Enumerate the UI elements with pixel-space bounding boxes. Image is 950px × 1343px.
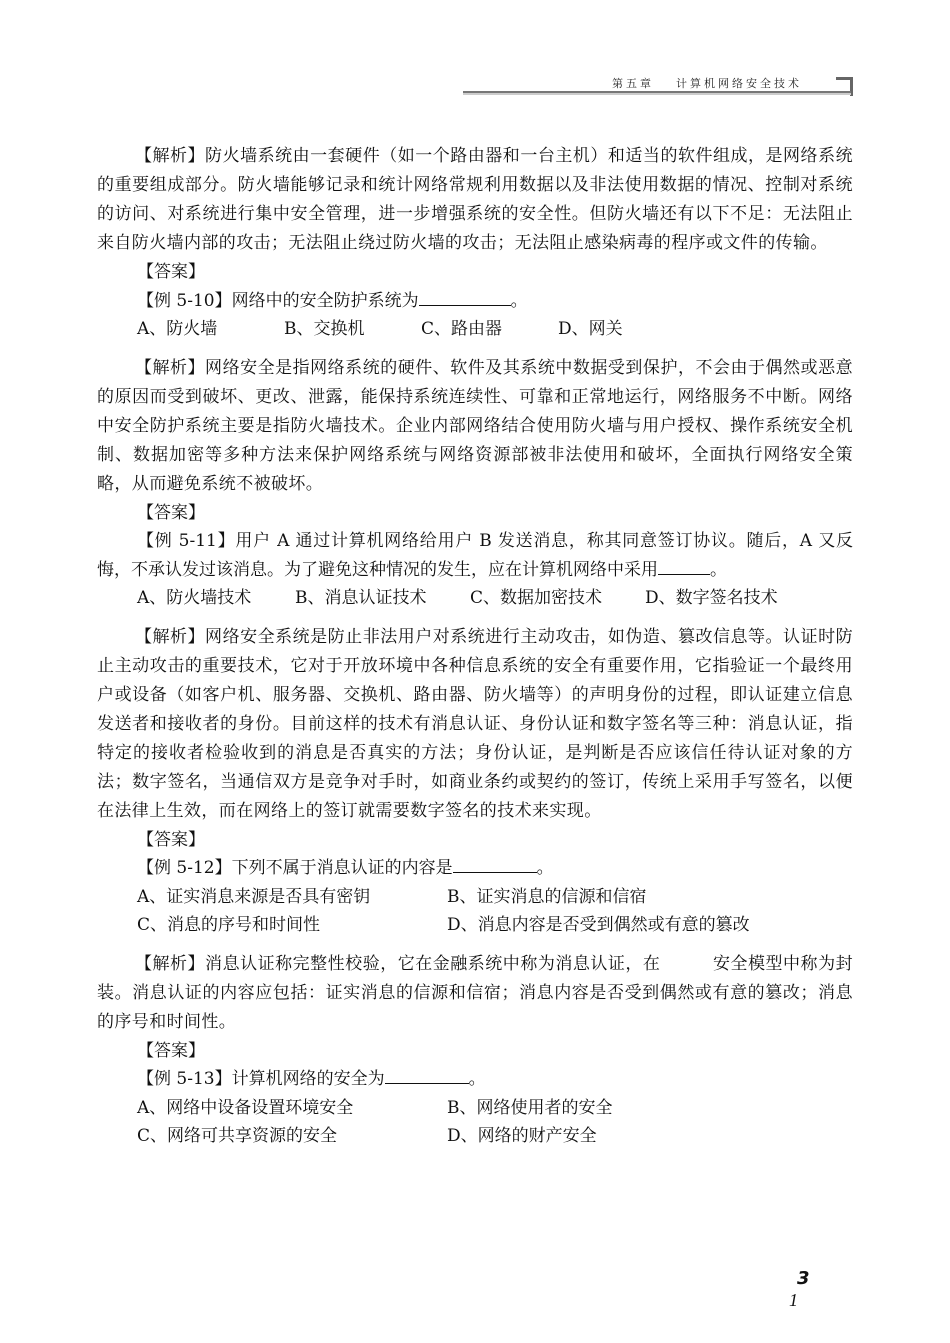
option-a: A、防火墙技术 bbox=[137, 588, 252, 608]
answer-label: 【答案】 bbox=[137, 829, 205, 850]
options-5-11 bbox=[97, 584, 853, 613]
question-5-10: 【例 5-10】网络中的安全防护系统为 。 bbox=[137, 290, 528, 311]
answer-blank bbox=[658, 558, 710, 575]
question-5-12: 【例 5-12】下列不属于消息认证的内容是 。 bbox=[137, 858, 554, 878]
option-d: D、数字签名技术 bbox=[645, 588, 778, 608]
options-5-12-row2 bbox=[97, 911, 853, 940]
option-c: C、网络可共享资源的安全 bbox=[137, 1126, 338, 1146]
option-c: C、数据加密技术 bbox=[470, 588, 603, 608]
answer-label: 【答案】 bbox=[137, 502, 205, 523]
option-d: D、消息内容是否受到偶然或有意的篡改 bbox=[447, 915, 750, 935]
answer-blank bbox=[419, 289, 511, 306]
option-d: D、网络的财产安全 bbox=[447, 1126, 597, 1146]
analysis-paragraph: 【解析】网络安全是指网络系统的硬件、软件及其系统中数据受到保护，不会由于偶然或恶意的原因而受到破坏、更改、泄露，能保持系统连续性、可靠和正常地运行，网络服务不中断。网络中安全防护系统主要是指防火墙技术。企业内部网络结合使用防火墙与用户授权、操作系统安全机制、数据加密等多种方法来保护网络系统与网络资源部被非法使用和破坏，全面执行网络安全策略，从而避免系统不被破坏。 bbox=[97, 357, 853, 494]
options-5-12-row1 bbox=[97, 883, 853, 912]
analysis-paragraph: 【解析】消息认证称完整性校验，它在金融系统中称为消息认证，在 安全模型中称为封装。消息认证的内容应包括：证实消息的信源和信宿；消息内容是否受到偶然或有意的篡改；消息的序号和时间性。 bbox=[97, 953, 853, 1032]
option-a: A、证实消息来源是否具有密钥 bbox=[137, 886, 371, 907]
question-5-11: 【例 5-11】用户 A 通过计算机网络给用户 B 发送消息，称其同意签订协议。随后，A 又反悔，不承认发过该消息。为了避免这种情况的发生，应在计算机网络中采用 。 bbox=[97, 531, 853, 580]
answer-blank bbox=[385, 1067, 469, 1084]
header-rule-shadow bbox=[463, 93, 851, 95]
header-chapter: 第五章 bbox=[612, 77, 654, 90]
option-d: D、网关 bbox=[558, 319, 623, 339]
options-5-13-row2 bbox=[97, 1122, 853, 1151]
option-b: B、交换机 bbox=[284, 319, 365, 339]
analysis-paragraph: 【解析】网络安全系统是防止非法用户对系统进行主动攻击，如伪造、篡改信息等。认证时防止主动攻击的重要技术，它对于开放环境中各种信息系统的安全有重要作用，它指验证一个最终用户或设备（如客户机、服务器、交换机、路由器、防火墙等）的声明身份的过程，即认证建立信息发送者和接收者的身份。目前这样的技术有消息认证、身份认证和数字签名等三种：消息认证，指特定的接收者检验收到的消息是否真实的方法；身份认证，是判断是否应该信任待认证对象的方法；数字签名，当通信双方是竞争对手时，如商业条约或契约的签订，传统上采用手写签名，以便在法律上生效，而在网络上的签订就需要数字签名的技术来实现。 bbox=[97, 626, 853, 821]
option-c: C、路由器 bbox=[421, 319, 503, 339]
page-number-bottom: 1 bbox=[789, 1290, 798, 1310]
option-a: A、防火墙 bbox=[137, 319, 218, 339]
header-title: 计算机网络安全技术 bbox=[676, 77, 802, 90]
page-body bbox=[97, 142, 853, 1151]
analysis-paragraph: 【解析】防火墙系统由一套硬件（如一个路由器和一台主机）和适当的软件组成，是网络系统的重要组成部分。防火墙能够记录和统计网络常规利用数据以及非法使用数据的情况、控制对系统的访问、对系统进行集中安全管理，进一步增强系统的安全性。但防火墙还有以下不足：无法阻止来自防火墙内部的攻击；无法阻止绕过防火墙的攻击；无法阻止感染病毒的程序或文件的传输。 bbox=[97, 146, 853, 253]
option-b: B、证实消息的信源和信宿 bbox=[447, 886, 647, 907]
page-number-top: 3 bbox=[797, 1268, 810, 1289]
option-b: B、消息认证技术 bbox=[295, 588, 427, 608]
option-b: B、网络使用者的安全 bbox=[447, 1097, 613, 1118]
options-5-13-row1 bbox=[97, 1094, 853, 1123]
answer-blank bbox=[453, 856, 537, 873]
option-a: A、网络中设备设置环境安全 bbox=[137, 1097, 354, 1118]
running-header bbox=[612, 75, 802, 91]
question-5-13: 【例 5-13】计算机网络的安全为 。 bbox=[137, 1069, 486, 1089]
option-c: C、消息的序号和时间性 bbox=[137, 915, 321, 935]
options-5-10 bbox=[97, 315, 853, 344]
answer-label: 【答案】 bbox=[137, 262, 205, 282]
answer-label: 【答案】 bbox=[137, 1040, 205, 1061]
